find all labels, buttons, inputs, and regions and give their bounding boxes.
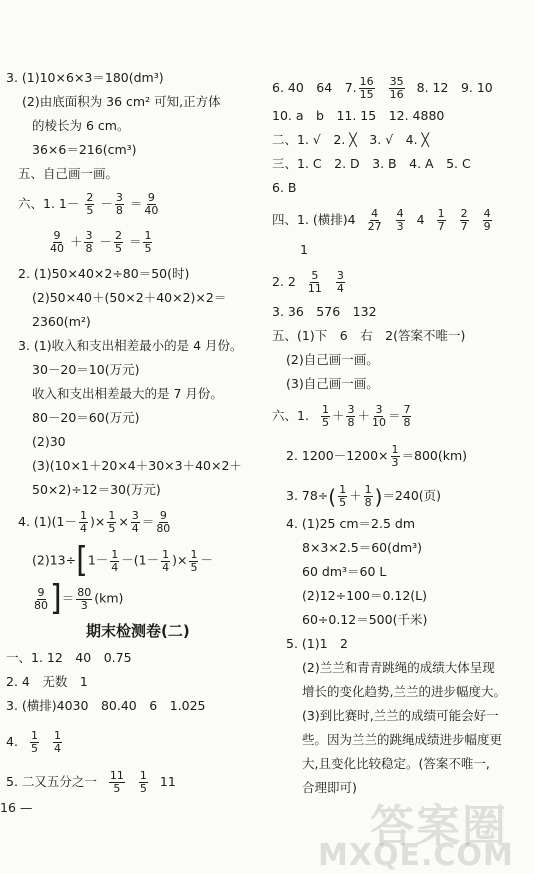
answer-line: 五、自己画一画。 <box>18 166 119 181</box>
fraction: $\frac{3}{8}$ <box>115 191 123 217</box>
answer-line: 50×2)÷12＝30(万元) <box>32 482 161 497</box>
watermark-url: MXQE.COM <box>318 838 514 873</box>
fraction: $\frac{9}{40}$ <box>144 191 159 217</box>
answer-line: 4. (1)25 cm＝2.5 dm <box>286 516 415 531</box>
answer-line: 3. (横排)4030 80.40 6 1.025 <box>6 698 206 713</box>
fraction: $\frac{16}{15}$ <box>359 75 374 101</box>
fraction: $\frac{3}{10}$ <box>371 403 386 429</box>
answer-line: (2)50×40＋(50×2＋40×2)×2＝ <box>32 290 227 305</box>
answer-line: 1 <box>300 242 308 257</box>
answer-line: 合理即可) <box>302 780 357 795</box>
fraction: $\frac{1}{4}$ <box>53 729 61 755</box>
math-line: $\frac{9}{40}$ ＋ $\frac{3}{8}$ － $\frac{2}{5}$ ＝ $\frac{1}{5}$ <box>50 229 152 255</box>
fraction: $\frac{1}{5}$ <box>108 509 116 535</box>
fraction: $\frac{4}{3}$ <box>396 207 404 233</box>
answer-line: 增长的变化趋势,兰兰的进步幅度大。 <box>302 684 506 699</box>
fraction: $\frac{11}{5}$ <box>109 769 124 795</box>
answer-line: 8×3×2.5＝60(dm³) <box>302 540 423 555</box>
fraction: $\frac{1}{5}$ <box>339 483 347 509</box>
answer-line: 些。因为兰兰的跳绳成绩进步幅度更 <box>302 732 503 747</box>
fraction: $\frac{4}{27}$ <box>367 207 382 233</box>
answer-line: 3. (1)10×6×3＝180(dm³) <box>6 70 164 85</box>
fraction: $\frac{3}{4}$ <box>336 269 344 295</box>
fraction: $\frac{1}{5}$ <box>30 729 38 755</box>
fraction: $\frac{1}{5}$ <box>144 229 152 255</box>
fraction: $\frac{9}{80}$ <box>156 509 171 535</box>
fraction: $\frac{1}{7}$ <box>437 207 445 233</box>
answer-line: 80－20＝60(万元) <box>32 410 140 425</box>
answer-line: (2)自己画一画。 <box>286 352 379 367</box>
math-line: 六、1. $\frac{1}{5}$ ＋ $\frac{3}{8}$ ＋ $\frac{3}{10}$ ＝ $\frac{7}{8}$ <box>272 403 411 429</box>
fraction: $\frac{1}{5}$ <box>190 547 198 574</box>
answer-line: 30－20＝10(万元) <box>32 362 140 377</box>
answer-line: 6. B <box>272 180 297 195</box>
answer-line: (2)30 <box>32 434 66 449</box>
answer-line: (2)由底面积为 36 cm² 可知,正方体 <box>22 94 221 109</box>
math-line: 2. 2 $\frac{5}{11}$ $\frac{3}{4}$ <box>272 269 344 295</box>
page-number: 16 — <box>0 800 33 815</box>
answer-line: 大,且变化比较稳定。(答案不唯一, <box>302 756 490 771</box>
answer-line: 收入和支出相差最大的是 7 月份。 <box>32 386 223 401</box>
fraction: $\frac{1}{4}$ <box>111 547 119 574</box>
math-line: 4. (1)(1－ $\frac{1}{4}$ )× $\frac{1}{5}$ × $\frac{3}{4}$ ＝ $\frac{9}{80}$ <box>18 509 171 535</box>
fraction: $\frac{3}{4}$ <box>131 509 139 535</box>
math-line: 四、1. (横排)4 $\frac{4}{27}$ $\frac{4}{3}$ 4 $\frac{1}{7}$ $\frac{2}{7}$ $\frac{4}{9}$ <box>272 207 491 233</box>
math-line: 2. 1200－1200× $\frac{1}{3}$ ＝800(km) <box>286 443 468 469</box>
answer-line: 36×6＝216(cm³) <box>32 142 137 157</box>
section-title: 期末检测卷(二) <box>86 622 190 640</box>
math-line: 4. $\frac{1}{5}$ $\frac{1}{4}$ <box>6 729 61 755</box>
fraction: $\frac{5}{11}$ <box>307 269 322 295</box>
fraction: $\frac{9}{80}$ <box>34 585 48 612</box>
fraction: $\frac{4}{9}$ <box>483 207 491 233</box>
answer-line: 的棱长为 6 cm。 <box>32 118 130 133</box>
fraction: $\frac{1}{5}$ <box>139 769 147 795</box>
answer-line: (3)到比赛时,兰兰的成绩可能会好一 <box>302 708 499 723</box>
fraction: $\frac{1}{4}$ <box>162 547 170 574</box>
fraction: $\frac{1}{3}$ <box>391 443 399 469</box>
math-line: 5. 二又五分之一 $\frac{11}{5}$ $\frac{1}{5}$ 11 <box>6 769 176 795</box>
answer-line: 一、1. 12 40 0.75 <box>6 650 132 665</box>
fraction: $\frac{2}{5}$ <box>114 229 122 255</box>
fraction: $\frac{7}{8}$ <box>403 403 411 429</box>
text: 六、1. 1－ <box>18 196 80 211</box>
answer-line: 5. (1)1 2 <box>286 636 349 651</box>
fraction: $\frac{3}{8}$ <box>347 403 355 429</box>
answer-line: 2360(m²) <box>32 314 91 329</box>
watermark-logo: 答案圈 <box>370 801 508 852</box>
answer-line: 五、(1)下 6 右 2(答案不唯一) <box>272 328 466 343</box>
answer-line: 2. 4 无数 1 <box>6 674 88 689</box>
math-line: 六、1. 1－ $\frac{2}{5}$ － $\frac{3}{8}$ ＝ $\frac{9}{40}$ <box>18 191 159 217</box>
fraction: $\frac{1}{8}$ <box>364 483 372 509</box>
fraction: $\frac{3}{8}$ <box>85 229 93 255</box>
answer-line: (2)12÷100＝0.12(L) <box>302 588 427 603</box>
fraction: $\frac{1}{5}$ <box>321 403 329 429</box>
answer-line: (3)(10×1＋20×4＋30×3＋40×2＋ <box>32 458 242 473</box>
answer-line: 60÷0.12＝500(千米) <box>302 612 428 627</box>
answer-line: 60 dm³＝60 L <box>302 564 387 579</box>
answer-line: (3)自己画一画。 <box>286 376 379 391</box>
math-line: (2)13÷[1－ $\frac{1}{4}$ －(1－ $\frac{1}{4}$ )× $\frac{1}{5}$ － <box>32 540 213 581</box>
answer-line: 2. (1)50×40×2÷80＝50(时) <box>18 266 190 281</box>
fraction: $\frac{80}{3}$ <box>77 585 92 612</box>
math-line: 6. 40 64 7. $\frac{16}{15}$ $\frac{35}{16}$ 8. 12 9. 10 <box>272 75 493 101</box>
fraction: $\frac{2}{7}$ <box>460 207 468 233</box>
fraction: $\frac{9}{40}$ <box>50 229 64 255</box>
math-line: 3. 78÷( $\frac{1}{5}$ ＋ $\frac{1}{8}$ )＝240(页) <box>286 483 442 509</box>
answer-line: 3. 36 576 132 <box>272 304 377 319</box>
math-line: $\frac{9}{80}$ ]＝ $\frac{80}{3}$ (km) <box>34 578 124 619</box>
fraction: $\frac{35}{16}$ <box>389 75 404 101</box>
answer-line: (2)兰兰和青青跳绳的成绩大体呈现 <box>302 660 495 675</box>
answer-line: 3. (1)收入和支出相差最小的是 4 月份。 <box>18 338 243 353</box>
answer-line: 二、1. √ 2. ╳ 3. √ 4. ╳ <box>272 132 430 147</box>
fraction: $\frac{1}{4}$ <box>79 509 87 535</box>
answer-line: 三、1. C 2. D 3. B 4. A 5. C <box>272 156 471 171</box>
fraction: $\frac{2}{5}$ <box>86 191 94 217</box>
answer-line: 10. a b 11. 15 12. 4880 <box>272 108 445 123</box>
